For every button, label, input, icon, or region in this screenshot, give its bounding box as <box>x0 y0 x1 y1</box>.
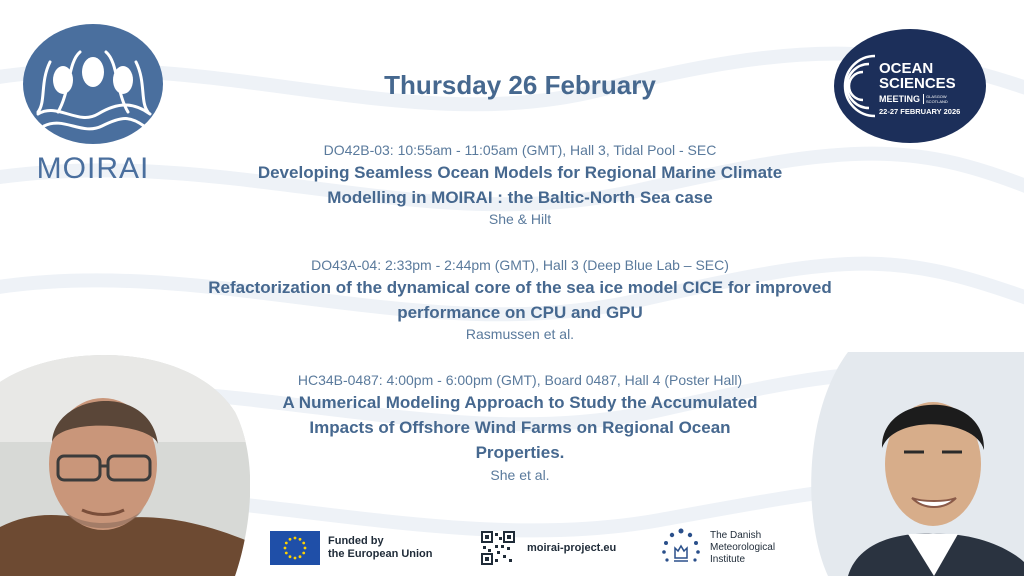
talk-title <box>150 160 890 210</box>
talk-session-info: DO42B-03: 10:55am - 11:05am (GMT), Hall 3, Tidal Pool - SEC <box>323 142 717 158</box>
moirai-logo <box>18 22 168 185</box>
dmi-badge <box>660 528 775 568</box>
talk-title-line: Impacts of Offshore Wind Farms on Regional Ocean <box>309 418 731 437</box>
eu-funding-line2: the European Union <box>328 548 433 560</box>
eu-flag-icon <box>270 531 320 565</box>
moirai-emblem-icon <box>18 22 168 147</box>
project-website: moirai-project.eu <box>527 541 617 554</box>
qr-code-icon <box>481 531 515 565</box>
talk-session-info: DO43A-04: 2:33pm - 2:44pm (GMT), Hall 3 (Deep Blue Lab – SEC) <box>311 257 729 273</box>
conference-logo-location-2: SCOTLAND <box>926 99 948 104</box>
conference-logo-location-1: GLASGOW <box>926 94 947 99</box>
dmi-name-line3: Institute <box>710 554 746 565</box>
dmi-name-line2: Meteorological <box>710 542 776 553</box>
talk-authors: She et al. <box>490 467 550 483</box>
dmi-name-line1: The Danish <box>710 530 762 541</box>
talk-title <box>150 390 890 465</box>
talk-title-line: Modelling in MOIRAI : the Baltic-North Sea case <box>327 188 713 207</box>
talk-title-line: A Numerical Modeling Approach to Study the Accumulated <box>282 393 758 412</box>
eu-funding-badge <box>270 528 433 568</box>
eu-funding-line1: Funded by <box>328 535 384 547</box>
talk-title-line: Developing Seamless Ocean Models for Regional Marine Climate <box>257 163 783 182</box>
website-badge <box>481 528 616 568</box>
talk-item <box>150 142 890 227</box>
talk-authors: Rasmussen et al. <box>465 326 575 342</box>
talk-title-line: Properties. <box>475 443 565 462</box>
conference-logo-line2: SCIENCES <box>879 75 956 92</box>
talk-item <box>150 257 890 342</box>
talk-authors: She & Hilt <box>488 211 552 227</box>
conference-logo-line3: MEETING <box>879 94 921 104</box>
talk-item <box>150 372 890 483</box>
speaker-photo-left <box>0 352 250 576</box>
conference-logo-dates: 22-27 FEBRUARY 2026 <box>879 107 961 116</box>
conference-logo-line1: OCEAN <box>879 60 934 77</box>
talk-session-info: HC34B-0487: 4:00pm - 6:00pm (GMT), Board 0487, Hall 4 (Poster Hall) <box>297 372 743 388</box>
dmi-logo-icon <box>660 528 702 568</box>
talk-title-line: performance on CPU and GPU <box>397 303 643 322</box>
speaker-photo-right <box>808 352 1024 576</box>
page-title-date: Thursday 26 February <box>384 70 656 100</box>
talk-title-line: Refactorization of the dynamical core of the sea ice model CICE for improved <box>208 278 832 297</box>
moirai-logo-text: MOIRAI <box>36 152 150 185</box>
talk-title <box>150 275 890 325</box>
